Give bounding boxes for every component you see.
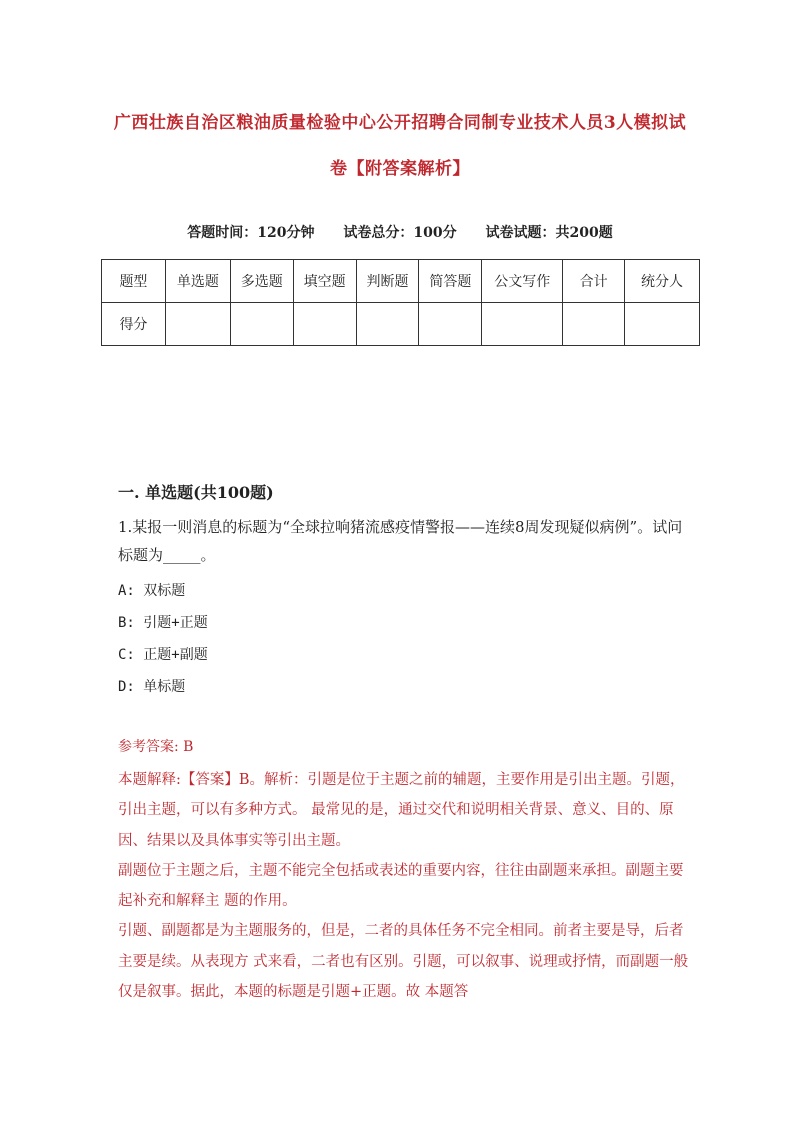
score-cell <box>230 303 293 346</box>
header-cell: 简答题 <box>419 260 482 303</box>
row-label-cell: 得分 <box>102 303 166 346</box>
exam-total-score: 试卷总分：100分 <box>343 225 457 241</box>
header-cell: 单选题 <box>165 260 230 303</box>
header-cell: 判断题 <box>356 260 419 303</box>
score-cell <box>293 303 356 346</box>
exam-time: 答题时间：120分钟 <box>187 225 315 241</box>
exam-question-count: 试卷试题：共200题 <box>485 225 613 241</box>
explanation-paragraph: 副题位于主题之后，主题不能完全包括或表述的重要内容，往往由副题来承担。副题主要起补充和解释主 题的作用。 <box>118 862 684 910</box>
score-cell <box>356 303 419 346</box>
score-cell <box>563 303 625 346</box>
score-table <box>101 259 700 346</box>
score-cell <box>625 303 700 346</box>
explanation-paragraph: 引题、副题都是为主题服务的，但是，二者的具体任务不完全相同。前者主要是导，后者主要是续。从表现方 式来看，二者也有区别。引题，可以叙事、说理或抒情，而副题一般仅是叙事。据此，本题的标题是引题+正题。故 本题答 <box>118 923 689 1001</box>
exam-meta <box>0 222 800 242</box>
header-cell: 统分人 <box>625 260 700 303</box>
section-heading: 一. 单选题(共100题) <box>118 483 274 502</box>
score-table-header-row <box>102 260 700 303</box>
header-cell: 多选题 <box>230 260 293 303</box>
score-cell <box>419 303 482 346</box>
header-cell: 题型 <box>102 260 166 303</box>
score-cell <box>165 303 230 346</box>
explanation-paragraph: 本题解释:【答案】B。解析：引题是位于主题之前的辅题，主要作用是引出主题。引题，引出主题，可以有多种方式。 最常见的是，通过交代和说明相关背景、意义、目的、原因、结果以及具体事实等引出主题。 <box>118 772 685 849</box>
document-title: 广西壮族自治区粮油质量检验中心公开招聘合同制专业技术人员3人模拟试卷【附答案解析】 <box>113 113 687 179</box>
option-c: C: 正题+副题 <box>118 647 208 663</box>
reference-answer: 参考答案: B <box>118 739 194 755</box>
option-d: D: 单标题 <box>118 679 186 695</box>
header-cell: 填空题 <box>293 260 356 303</box>
header-cell: 合计 <box>563 260 625 303</box>
option-b: B: 引题+正题 <box>118 615 208 631</box>
option-a: A: 双标题 <box>118 583 186 599</box>
answer-explanation <box>118 765 690 1007</box>
score-table-score-row <box>102 303 700 346</box>
score-cell <box>482 303 563 346</box>
header-cell: 公文写作 <box>482 260 563 303</box>
question-text: 1.某报一则消息的标题为“全球拉响猪流感疫情警报——连续8周发现疑似病例”。试问 标题为_____。 <box>118 518 683 564</box>
